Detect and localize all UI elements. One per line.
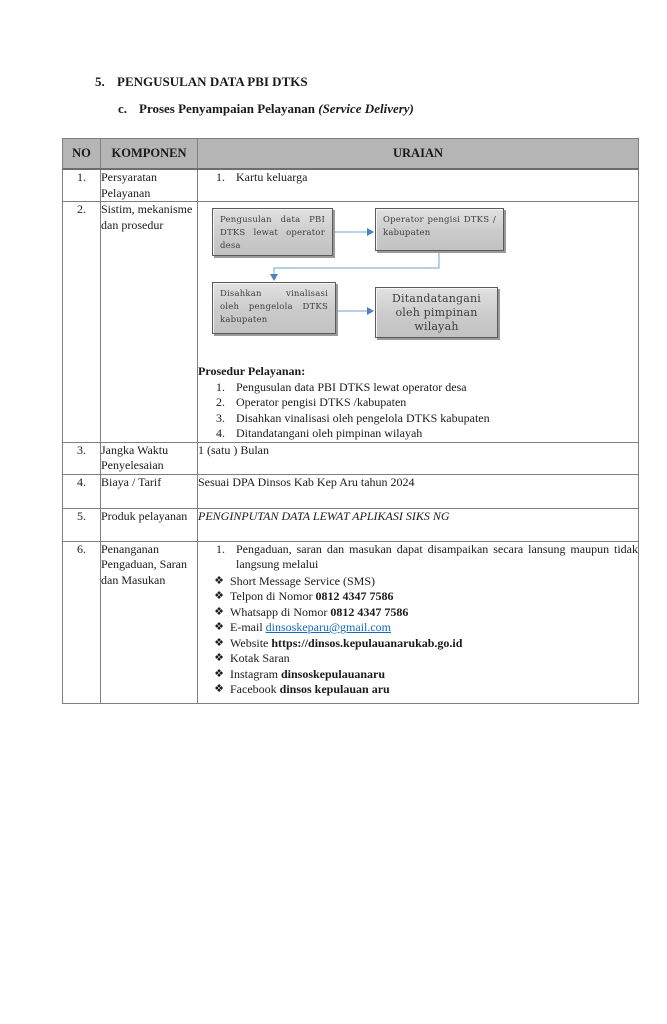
table-row (63, 169, 639, 202)
diamond-bullet-icon: ❖ (214, 683, 224, 695)
flow-box-operator-label: Operator pengisi DTKS / kabupaten (383, 215, 496, 238)
flow-box-operator (375, 208, 504, 251)
table-row (63, 202, 639, 443)
row5-no: 5. (63, 508, 101, 541)
table-row (63, 442, 639, 474)
contact-suggestion-box: ❖ Kotak Saran (198, 651, 638, 667)
facebook-handle: dinsos kepulauan aru (279, 682, 390, 696)
row3-value: 1 (satu ) Bulan (198, 442, 639, 474)
flow-box-disahkan (212, 282, 336, 334)
sub-letter: c. (118, 101, 128, 116)
row3-no: 3. (63, 442, 101, 474)
flow-box-ditandatangani (375, 287, 498, 338)
instagram-handle: dinsoskepulauanaru (280, 666, 386, 681)
row1-no: 1. (63, 169, 101, 202)
requirement-item-number: 1. (216, 170, 225, 184)
contact-facebook: ❖ Facebook dinsos kepulauan aru (198, 682, 638, 698)
contact-instagram: ❖ Instagram dinsoskepulauanaru (198, 667, 638, 683)
contact-website: ❖ Website https://dinsos.kepulauanarukab.go.id (198, 636, 638, 652)
contact-whatsapp: ❖ Whatsapp di Nomor 0812 4347 7586 (198, 605, 638, 621)
sub-heading (118, 101, 414, 117)
procedure-step: 2. Operator pengisi DTKS /kabupaten (216, 395, 407, 409)
table-row (63, 541, 639, 703)
procedure-step: 4. Ditandatangani oleh pimpinan wilayah (216, 426, 423, 440)
row2-no: 2. (63, 202, 101, 443)
requirement-item-text: Kartu keluarga (236, 170, 308, 184)
service-delivery-table (62, 138, 639, 704)
procedure-step: 3. Disahkan vinalisasi oleh pengelola DTKS kabupaten (216, 410, 490, 425)
diamond-bullet-icon: ❖ (214, 590, 224, 602)
flow-box-ditandatangani-label: Ditandatangani oleh pimpinan wilayah (391, 292, 482, 333)
header-no: NO (63, 139, 101, 170)
header-uraian: URAIAN (198, 139, 639, 170)
row5-komponen: Produk pelayanan (101, 508, 198, 541)
diamond-bullet-icon: ❖ (214, 605, 224, 618)
procedure-flowchart (212, 208, 512, 362)
section-title: PENGUSULAN DATA PBI DTKS (117, 74, 308, 89)
row4-no: 4. (63, 474, 101, 508)
row5-value: PENGINPUTAN DATA LEWAT APLIKASI SIKS NG (198, 508, 639, 541)
diamond-bullet-icon: ❖ (214, 574, 224, 587)
procedure-title: Prosedur Pelayanan: (198, 364, 306, 378)
flow-box-disahkan-label: Disahkan vinalisasi oleh pengelola DTKS kabupaten (220, 289, 328, 325)
diamond-bullet-icon: ❖ (214, 621, 224, 633)
contact-sms: ❖ Short Message Service (SMS) (198, 574, 638, 590)
sub-title: Proses Penyampaian Pelayanan (139, 101, 315, 116)
sub-title-italic: (Service Delivery) (318, 101, 414, 116)
section-heading (95, 74, 308, 90)
phone-number: 0812 4347 7586 (315, 589, 394, 603)
row6-komponen: Penanganan Pengaduan, Saran dan Masukan (101, 541, 198, 703)
procedure-step: 1. Pengusulan data PBI DTKS lewat operator desa (216, 379, 467, 394)
whatsapp-number: 0812 4347 7586 (330, 604, 409, 619)
row2-komponen: Sistim, mekanisme dan prosedur (101, 202, 198, 443)
complaint-intro: 1. Pengaduan, saran dan masukan dapat disampaikan secara lansung maupun tidak langsung melalui (216, 541, 638, 571)
flow-box-pengusulan (212, 208, 333, 256)
contact-email: ❖ E-mail dinsoskeparu@gmail.com (198, 620, 638, 636)
row1-komponen: Persyaratan Pelayanan (101, 169, 198, 202)
table-row (63, 508, 639, 541)
email-link[interactable]: dinsoskeparu@gmail.com (265, 620, 392, 634)
diamond-bullet-icon: ❖ (214, 652, 224, 664)
requirement-item (198, 170, 638, 186)
row6-no: 6. (63, 541, 101, 703)
flow-box-pengusulan-label: Pengusulan data PBI DTKS lewat operator desa (220, 215, 325, 251)
row4-value: Sesuai DPA Dinsos Kab Kep Aru tahun 2024 (198, 474, 639, 508)
section-number: 5. (95, 74, 105, 89)
table-header-row (63, 139, 639, 170)
diamond-bullet-icon: ❖ (214, 667, 224, 680)
contact-phone: ❖ Telpon di Nomor 0812 4347 7586 (198, 589, 638, 605)
header-komponen: KOMPONEN (101, 139, 198, 170)
diamond-bullet-icon: ❖ (214, 636, 224, 649)
table-row (63, 474, 639, 508)
row4-komponen: Biaya / Tarif (101, 474, 198, 508)
row3-komponen: Jangka Waktu Penyelesaian (101, 442, 198, 474)
website-url: https://dinsos.kepulauanarukab.go.id (271, 635, 463, 650)
